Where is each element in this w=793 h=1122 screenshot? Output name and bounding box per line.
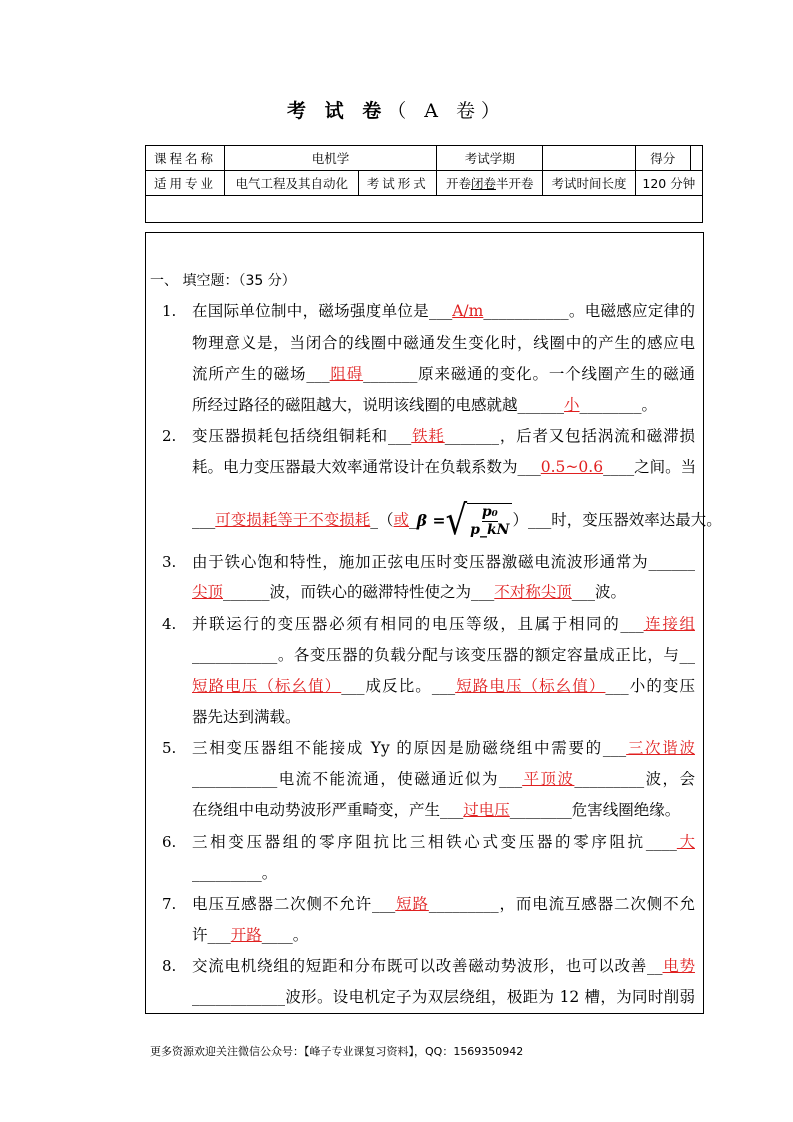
question-number: 7. [162,895,177,913]
blank-row [146,196,703,223]
question-line [192,456,695,478]
major-value: 电气工程及其自动化 [225,171,359,196]
question-text: 并联运行的变压器必须有相同的电压等级，且属于相同的___ [192,615,644,633]
time-label: 考试时间长度 [543,171,635,196]
answer-text: 或 [393,511,410,529]
question-text: 在绕组中电动势波形严重畸变，产生___ [192,801,464,819]
form-closed: 闭卷 [470,176,496,191]
question-line [192,613,695,635]
question-number: 4. [162,615,177,633]
efficiency-formula [416,497,513,545]
question-text: 交流电机绕组的短距和分布既可以改善磁动势波形，也可以改善__ [192,957,663,975]
form-open: 开卷 [445,176,471,191]
question-line [192,955,695,977]
question-text: ________危害线圈绝缘。 [509,801,681,819]
question-text: 三相变压器组的零序阻抗比三相铁心式变压器的零序阻抗____ [192,833,677,851]
question-text: 流所产生的磁场___ [192,365,330,383]
question-number: 6. [162,833,177,851]
section-title: 一、 填空题：（35 分） [150,273,296,289]
formula-numerator: p₀ [481,504,498,520]
question-line [192,300,695,322]
answer-text: 尖顶 [192,583,224,601]
course-value: 电机学 [225,146,437,171]
question-text: 电压互感器二次侧不允许___ [192,895,396,913]
answer-text: 短路电压（标幺值） [455,677,606,695]
answer-text: 电势 [662,957,695,975]
answer-text: 小 [564,396,580,414]
question-text: _______原来磁通的变化。一个线圈产生的磁通 [363,365,695,383]
form-half: 半开卷 [495,176,534,191]
time-value: 120 分钟 [635,171,702,196]
question-text: ）___时，变压器效率达最大。 [512,511,722,529]
question-text: ___小的变压 [605,677,695,695]
question-text: 耗。电力变压器最大效率通常设计在负载系数为___ [192,458,541,476]
question-line [192,497,722,545]
answer-text: 连接组 [643,615,695,633]
exam-info-table [145,145,703,223]
question-text: 所经过路径的磁阻越大，说明该线圈的电感就越______ [192,396,565,414]
exam-title [0,96,793,123]
question-text: 许___ [192,926,231,944]
term-label: 考试学期 [437,146,543,171]
answer-text: 开路 [230,926,262,944]
answer-text: 可变损耗等于不变损耗 [215,511,371,529]
answer-text: 三次谐波 [626,739,695,757]
question-text: _ [409,511,417,529]
question-number: 5. [162,739,177,757]
term-value [543,146,635,171]
beta-symbol: β = [416,511,446,530]
question-text: 由于铁心饱和特性，施加正弦电压时变压器激磁电流波形通常为______ [192,553,695,571]
title-paper-type: （ A 卷） [387,100,507,122]
question-text: ______波，而铁心的磁滞特性使之为___ [223,583,495,601]
answer-text: 过电压 [463,801,510,819]
answer-text: 短路 [395,895,429,913]
formula-denominator: p_kN [470,522,510,538]
question-text: ___波。 [571,583,627,601]
question-text: 物理意义是，当闭合的线圈中磁通发生变化时，线圈中的产生的感应电 [192,334,695,352]
question-text: ____________波形。设电机定子为双层绕组，极距为 12 槽，为同时削弱 [192,988,695,1006]
question-text: _（ [370,511,394,529]
answer-text: 阻碍 [329,365,364,383]
answer-text: A/m [452,302,484,320]
answer-text: 0.5~0.6 [540,458,604,476]
title-text: 考 试 卷 [286,100,388,122]
question-text: 在国际单位制中，磁场强度单位是___ [192,302,453,320]
question-number: 3. [162,553,177,571]
course-label: 课程名称 [146,146,225,171]
question-line [192,831,695,853]
question-line [192,893,695,915]
question-text: ________。 [579,396,658,414]
answer-text: 不对称尖顶 [494,583,572,601]
question-text: ___________电流不能流通，使磁通近似为___ [192,770,523,788]
question-text: _________。 [192,864,278,882]
question-text: ___________。电磁感应定律的 [483,302,695,320]
answer-text: 短路电压（标幺值） [192,677,342,695]
question-text: ____。 [261,926,309,944]
question-text: _________波，会 [574,770,695,788]
sqrt-icon: √ $\frac{\text{p₀}}{p\_kN}$ [445,501,512,541]
question-line [192,332,695,354]
question-text: _________，而电流互感器二次侧不允 [428,895,695,913]
question-line [192,425,695,447]
answer-text: 大 [676,833,695,851]
score-value [690,146,702,171]
answer-text: 铁耗 [411,427,445,445]
question-text: ___________。各变压器的负载分配与该变压器的额定容量成正比，与__ [192,646,695,664]
footer-note: 更多资源欢迎关注微信公众号：【峰子专业课复习资料】，QQ：1569350942 [150,1045,524,1058]
question-text: ___成反比。___ [341,677,456,695]
form-label: 考试形式 [359,171,437,196]
question-line [192,394,695,416]
question-line [192,363,695,385]
question-line [192,799,695,821]
question-text: _______，后者又包括涡流和磁滞损 [444,427,695,445]
question-text: 变压器损耗包括绕组铜耗和___ [192,427,412,445]
question-text: 三相变压器组不能接成 Yy 的原因是励磁绕组中需要的___ [192,739,627,757]
question-text: ___ [192,511,216,529]
question-line [192,581,695,603]
question-text: ____之间。当 [603,458,697,476]
question-number: 1. [162,302,177,320]
question-line [192,862,695,884]
question-number: 8. [162,957,177,975]
question-number: 2. [162,427,177,445]
question-text: 器先达到满载。 [192,708,301,726]
answer-text: 平顶波 [522,770,575,788]
score-label: 得分 [635,146,690,171]
question-line [192,675,695,697]
question-line [192,551,695,573]
question-line [192,924,695,946]
question-line [192,706,695,728]
major-label: 适用专业 [146,171,225,196]
question-line [192,737,695,759]
form-value [437,171,543,196]
question-line [192,644,695,666]
question-line [192,986,695,1008]
question-line [192,768,695,790]
